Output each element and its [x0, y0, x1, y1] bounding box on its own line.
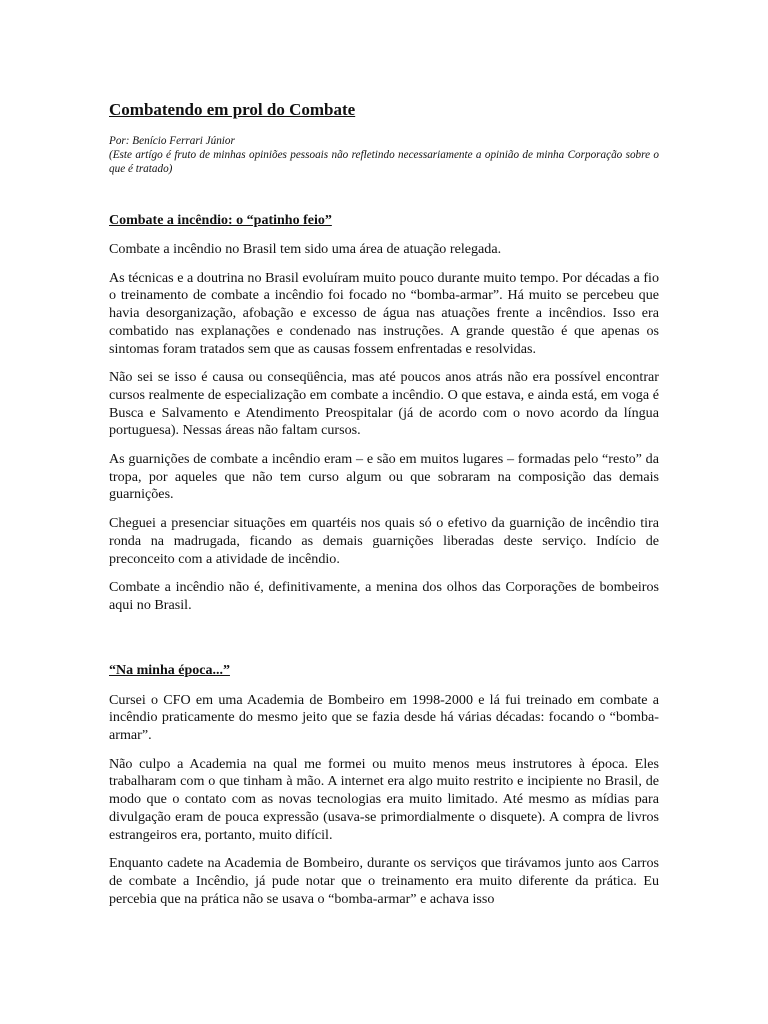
document-page — [109, 100, 659, 919]
paragraph: Combate a incêndio não é, definitivamente, a menina dos olhos das Corporações de bombeiros aqui no Brasil. — [109, 579, 659, 613]
paragraph: Não sei se isso é causa ou conseqüência, mas até poucos anos atrás não era possível encontrar cursos realmente de especialização em combate a incêndio. O que estava, e ainda está, em voga é Busca e Salvamento e Atendimento Preospitalar (já de acordo com o novo acordo da língua portuguesa). Nessas áreas não faltam cursos. — [109, 369, 659, 439]
paragraph: Cursei o CFO em uma Academia de Bombeiro em 1998-2000 e lá fui treinado em combate a incêndio praticamente do mesmo jeito que se fazia desde há várias décadas: focando o “bomba-armar”. — [109, 691, 659, 744]
paragraph: As técnicas e a doutrina no Brasil evoluíram muito pouco durante muito tempo. Por décadas a fio o treinamento de combate a incêndio foi focado no “bomba-armar”. Há muito se percebeu que havia desorganização, afobação e excesso de água nas atuações frente a incêndios. Isso era combatido nas explanações e condenado nas instruções. A grande questão é que apenas os sintomas foram tratados sem que as causas fossem enfrentadas e resolvidas. — [109, 269, 659, 357]
section-heading-1: Combate a incêndio: o “patinho feio” — [109, 213, 332, 228]
paragraph: Não culpo a Academia na qual me formei ou muito menos meus instrutores à época. Eles trabalharam com o que tinham à mão. A internet era algo muito restrito e incipiente no Brasil, de modo que o contato com as novas tecnologias era muito limitado. Até mesmo as mídias para divulgação eram de pouca expressão (usava-se primordialmente o disquete). A compra de livros estrangeiros era, portanto, muito difícil. — [109, 755, 659, 843]
document-title: Combatendo em prol do Combate — [109, 100, 356, 119]
paragraph: Combate a incêndio no Brasil tem sido uma área de atuação relegada. — [109, 241, 502, 257]
paragraph: As guarnições de combate a incêndio eram – e são em muitos lugares – formadas pelo “resto” da tropa, por aqueles que não tem curso algum ou que sobraram na composição das demais guarnições. — [109, 451, 659, 503]
paragraph: Cheguei a presenciar situações em quartéis nos quais só o efetivo da guarnição de incêndio tira ronda na madrugada, ficando as demais guarnições liberadas deste serviço. Indício de preconceito com a atividade de incêndio. — [109, 515, 659, 567]
author-line: Por: Benício Ferrari Júnior — [109, 135, 235, 147]
disclaimer-note: (Este artígo é fruto de minhas opiniões pessoais não refletindo necessariamente a opinião de minha Corporação sobre o que é tratado) — [109, 149, 659, 175]
section-heading-2: “Na minha época...” — [109, 662, 230, 678]
paragraph: Enquanto cadete na Academia de Bombeiro, durante os serviços que tirávamos junto aos Carros de combate a Incêndio, já pude notar que o treinamento era muito diferente da prática. Eu percebia que na prática não se usava o “bomba-armar” e achava isso — [109, 855, 659, 907]
